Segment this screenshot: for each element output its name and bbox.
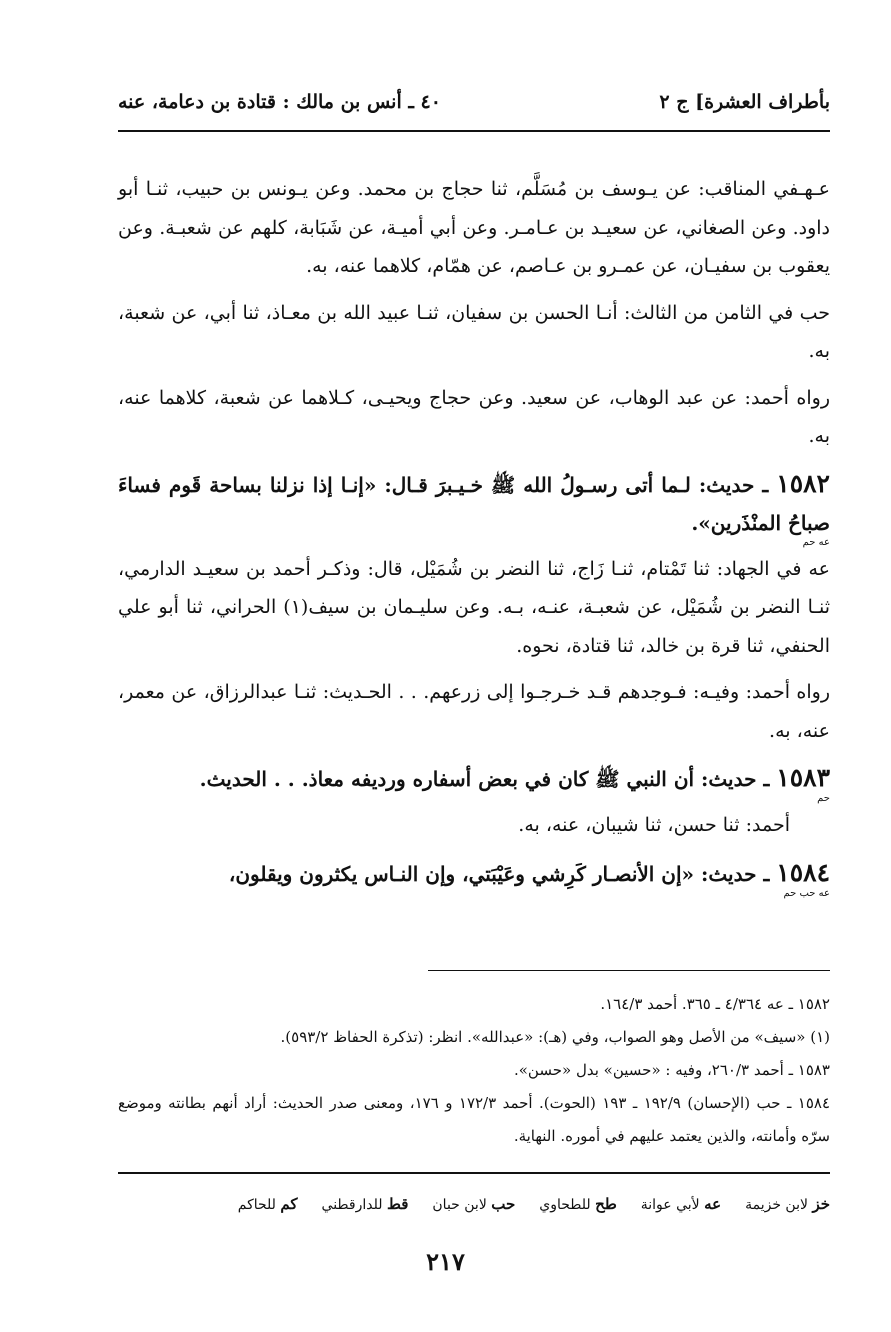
hadith-sigla: عه حب حم [783, 887, 830, 899]
header-volume: بأطراف العشرة] ج ٢ [659, 91, 830, 113]
hadith-1582 [118, 464, 830, 542]
paragraph-ahmad-2: رواه أحمد: وفيـه: فـوجدهم قـد خـرجـوا إلى زرعهم. . . الحـديث: ثنـا عبدالرزاق، عن معمر، عنه، به. [118, 681, 830, 742]
hadith-text: أن النبي ﷺ كان في بعض أسفاره ورديفه معاذ. . . الحديث. [199, 767, 695, 791]
abbr-item: قط للدارقطني [321, 1195, 409, 1213]
hadith-number: ١٥٨٣ [776, 763, 830, 792]
running-header [118, 82, 830, 122]
hadith-label: ـ حديث: [701, 767, 770, 791]
page-number: ٢١٧ [426, 1247, 465, 1276]
hadith-1583 [118, 758, 830, 798]
hadith-sigla: عه حم [802, 536, 830, 548]
hadith-number: ١٥٨٤ [776, 857, 830, 887]
hadith-number: ١٥٨٢ [776, 468, 830, 498]
footnote-1584: ١٥٨٤ ـ حب (الإحسان) ١٩٢/٩ ـ ١٩٣ (الحوت). أحمد ١٧٢/٣ و ١٧٦، ومعنى صدر الحديث: أراد أنهم بطانته وموضع سرّه وأمانته، والذين يعتمد عليهم في أموره. النهاية. [118, 1094, 831, 1145]
abbr-item: حب لابن حبان [432, 1195, 516, 1213]
hadith-label: ـ حديث: [698, 472, 769, 497]
abbr-item: خز لابن خزيمة [745, 1195, 830, 1213]
hadith-1584 [118, 853, 830, 893]
header-chapter: ٤٠ ـ أنس بن مالك : قتادة بن دعامة، عنه [118, 91, 441, 113]
abbr-item: كم للحاكم [237, 1195, 298, 1213]
footnote-1582: ١٥٨٢ ـ عه ٤/٣٦٤ ـ ٣٦٥. أحمد ١٦٤/٣. [600, 995, 830, 1013]
hadith-text: لـما أتى رسـولُ الله ﷺ خـيـبرَ قـال: «إنـا إذا نزلنا بساحة قَوم فساءَ صباحُ المنْذَرين». [118, 472, 830, 535]
paragraph-manaqib: عـهـفي المناقب: عن يـوسف بن مُسَلَّم، ثنا حجاج بن محمد. وعن يـونس بن حبيب، ثنـا أبو داود. وعن الصغاني، عن سعيـد بن عـامـر. وعن أبي أميـة، عن شَبَابة، كلهم عن شعبـة. وعن يعقوب بن سفيـان، عن عمـرو بن عـاصم، عن همّام، كلاهما عنه، به. [118, 178, 830, 277]
footnotes [118, 988, 830, 1153]
hadith-label: ـ حديث: [701, 861, 770, 886]
main-text [118, 170, 830, 901]
paragraph-ahmad-3: أحمد: ثنا حسن، ثنا شيبان، عنه، به. [518, 814, 790, 836]
paragraph-ahmad: رواه أحمد: عن عبد الوهاب، عن سعيد. وعن حجاج ويحيـى، كـلاهما عن شعبة، كلاهما عنه، به. [118, 386, 830, 447]
paragraph-jihad: عه في الجهاد: ثنا تَمْتام، ثنـا زَاج، ثنا النضر بن شُمَيْل، قال: وذكـر أحمد بن سعيـد الدارمي، ثنـا النضر بن شُمَيْل، عن شعبـة، عنـه، بـه. وعن سليـمان بن سيف(١) الحراني، ثنا أبو علي الحنفي، ثنا قرة بن خالد، ثنا قتادة، نحوه. [118, 557, 830, 657]
footnote-1: (١) «سيف» من الأصل وهو الصواب، وفي (هـ): «عبدالله». انظر: (تذكرة الحفاظ ٥٩٣/٢). [280, 1028, 830, 1046]
header-rule [118, 130, 830, 132]
abbr-item: عه لأبي عوانة [640, 1195, 722, 1213]
paragraph-hibban: حب في الثامن من الثالث: أنـا الحسن بن سفيان، ثنـا عبيد الله بن معـاذ، ثنا أبي، عن شعبة، به. [118, 301, 830, 362]
footnote-1583: ١٥٨٣ ـ أحمد ٢٦٠/٣، وفيه : «حسين» بدل «حسن». [513, 1061, 830, 1079]
abbreviations-legend [118, 1186, 830, 1222]
abbreviations-rule [118, 1172, 830, 1174]
footnote-rule [428, 970, 830, 971]
hadith-sigla: حم [817, 793, 830, 804]
abbr-item: طح للطحاوي [539, 1195, 617, 1213]
hadith-text: «إن الأنصـار كَرِشي وعَيْبَتي، وإن النـاس يكثرون ويقلون، [228, 861, 695, 886]
